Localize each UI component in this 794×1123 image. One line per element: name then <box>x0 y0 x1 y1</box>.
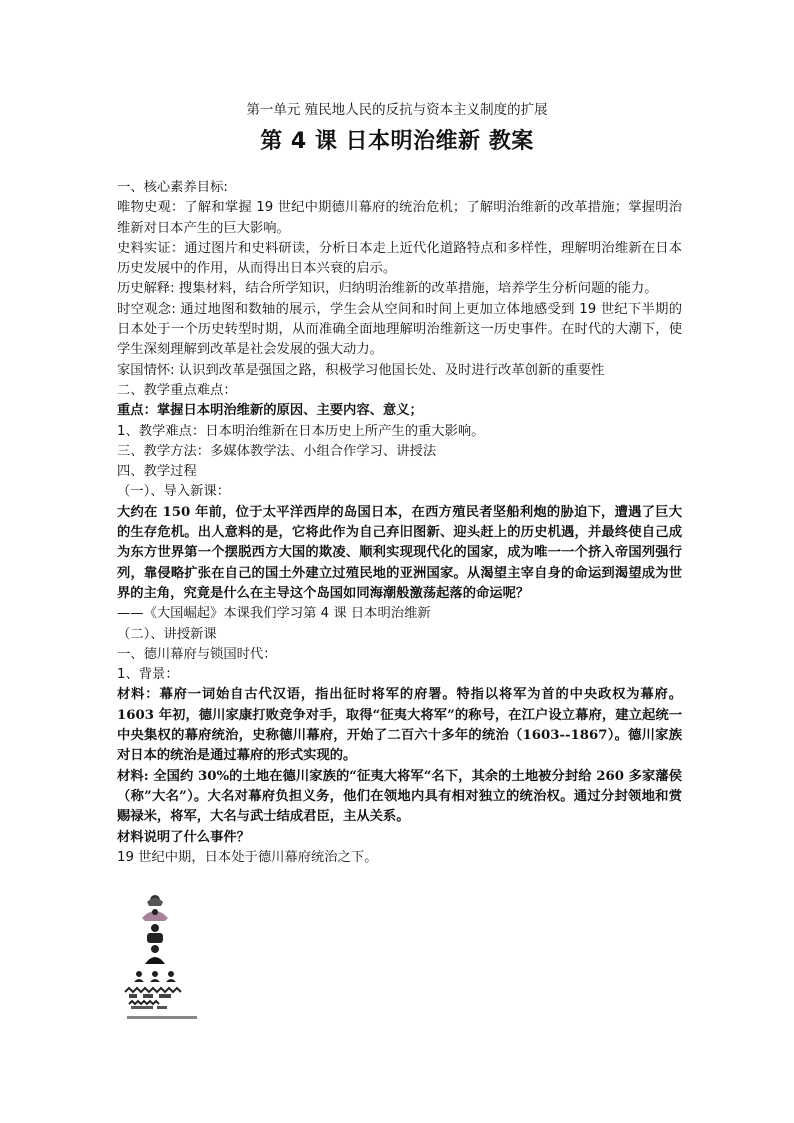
paragraph: 史料实证：通过图片和史料研读，分析日本走上近代化道路特点和多样性，理解明治维新在日本历史发展中的作用，从而得出日本兴衰的启示。 <box>117 240 682 277</box>
paragraph: 1、背景： <box>117 667 179 683</box>
paragraph: 一、核心素养目标: <box>117 180 228 195</box>
hierarchy-illustration <box>117 888 209 1024</box>
paragraph: 一、德川幕府与锁国时代： <box>117 646 277 662</box>
paragraph: 材料：幕府一词始自古代汉语，指出征时将军的府署。特指以将军为首的中央政权为幕府。1603 年初，德川家康打败竞争对手，取得“征夷大将军”的称号，在江户设立幕府，建立起统一中央集权的幕府统治，史称德川幕府，开始了二百六十多年的统治（1603--1867）。德川家族对日本的统治是通过幕府的形式实现的。 <box>117 687 682 764</box>
paragraph: 历史解释: 搜集材料，结合所学知识，归纳明治维新的改革措施，培养学生分析问题的能力。 <box>117 281 658 297</box>
paragraph: 唯物史观：了解和掌握 19 世纪中期德川幕府的统治危机；了解明治维新的改革措施；掌握明治维新对日本产生的巨大影响。 <box>117 200 682 236</box>
caption-strip <box>127 1016 197 1019</box>
paragraph: 四、教学过程 <box>117 464 197 480</box>
shogun-figure <box>142 895 168 921</box>
paragraph: 二、教学重点难点： <box>117 382 237 398</box>
samurai-row <box>134 971 176 982</box>
document-body <box>117 178 682 868</box>
paragraph: 时空观念: 通过地图和数轴的展示，学生会从空间和时间上更加立体地感受到 19 世纪下半期的日本处于一个历史转型时期，从而准确全面地理解明治维新这一历史事件。在时代的大潮下，使学生深刻理解到改革是社会发展的强大动力。 <box>117 301 682 358</box>
paragraph: （一）、导入新课： <box>117 484 231 500</box>
paragraph: （二）、讲授新课 <box>117 626 217 642</box>
paragraph: ——《大国崛起》本课我们学习第 4 课 日本明治维新 <box>117 606 431 622</box>
paragraph: 1、教学难点：日本明治维新在日本历史上所产生的重大影响。 <box>117 423 485 439</box>
unit-title: 第一单元 殖民地人民的反抗与资本主义制度的扩展 <box>246 102 548 118</box>
paragraph: 重点：掌握日本明治维新的原因、主要内容、意义； <box>117 403 423 419</box>
paragraph: 大约在 150 年前，位于太平洋西岸的岛国日本，在西方殖民者坚船利炮的胁迫下，遭遇了巨大的生存危机。出人意料的是，它将此作为自己弃旧图新、迎头赶上的历史机遇，并最终使自己成为东方世界第一个摆脱西方大国的欺凌、顺利实现现代化的国家，成为唯一一个挤入帝国列强行列，靠侵略扩张在自己的国土外建立过殖民地的亚洲国家。从渴望主宰自身的命运到渴望成为世界的主角，究竟是什么在主导这个岛国如同海潮般激荡起落的命运呢？ <box>117 504 682 601</box>
hierarchy-figure <box>117 888 209 1024</box>
paragraph: 19 世纪中期，日本处于德川幕府统治之下。 <box>117 849 378 865</box>
paragraph: 材料说明了什么事件？ <box>117 829 250 845</box>
lesson-title: 第 4 课 日本明治维新 教案 <box>260 129 534 154</box>
peasant-rows <box>125 988 181 1009</box>
daimyo-figure <box>145 924 165 964</box>
paragraph: 家国情怀: 认识到改革是强国之路，积极学习他国长处、及时进行改革创新的重要性 <box>117 362 605 378</box>
paragraph: 三、教学方法：多媒体教学法、小组合作学习、讲授法 <box>117 443 437 459</box>
paragraph: 材料: 全国约 30%的土地在德川家族的“征夷大将军“名下，其余的土地被分封给 260 多家藩侯（称”大名”）。大名对幕府负担义务，他们在领地内具有相对独立的统治权。通过分封领地和赏赐禄米，将军，大名与武士结成君臣，主从关系。 <box>117 768 682 825</box>
